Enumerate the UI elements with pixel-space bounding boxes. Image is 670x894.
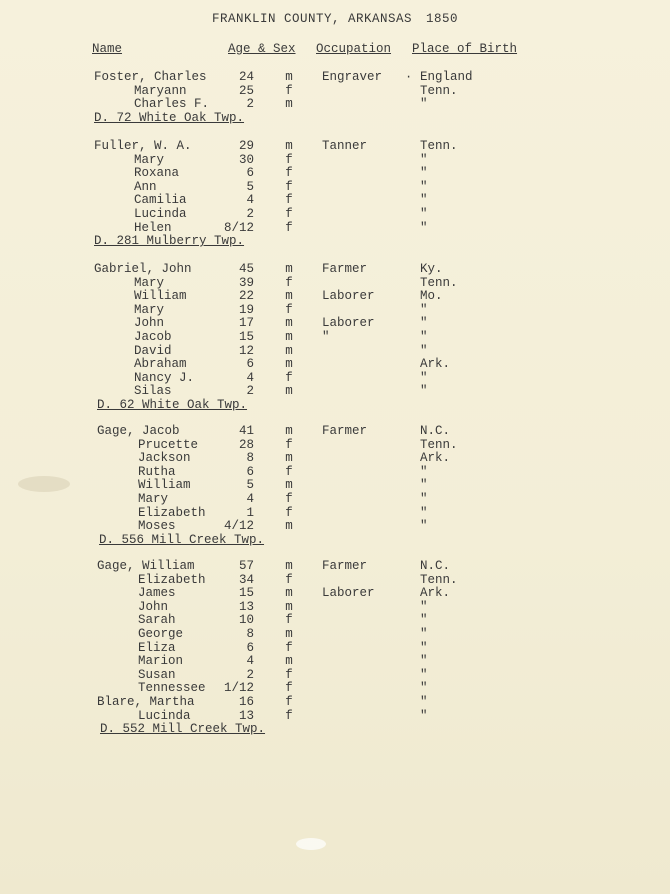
census-row	[0, 586, 670, 600]
person-name: Jacob	[134, 330, 172, 344]
person-age: 1/12	[223, 681, 254, 696]
person-age: 57	[238, 559, 254, 573]
county-title: FRANKLIN COUNTY, ARKANSAS	[211, 12, 412, 26]
census-row	[0, 438, 670, 452]
person-sex: f	[285, 152, 293, 167]
person-occupation: Laborer	[322, 586, 375, 601]
census-row	[0, 424, 670, 438]
person-name: Rutha	[138, 464, 176, 479]
person-sex: m	[285, 357, 293, 372]
person-birthplace: "	[420, 695, 428, 709]
census-row	[0, 139, 670, 153]
person-sex: m	[285, 262, 293, 276]
person-sex: m	[285, 384, 293, 399]
census-row	[0, 600, 670, 614]
person-birthplace: England	[420, 70, 473, 84]
person-age: 5	[246, 478, 254, 493]
person-birthplace: "	[420, 97, 428, 112]
person-sex: f	[285, 695, 293, 709]
person-sex: m	[285, 289, 293, 304]
person-age: 30	[238, 152, 254, 167]
person-birthplace: Tenn.	[420, 572, 458, 587]
person-name: Elizabeth	[138, 572, 206, 587]
person-birthplace: N.C.	[420, 424, 451, 438]
person-sex: m	[285, 478, 293, 493]
census-row	[0, 681, 670, 695]
census-row	[0, 573, 670, 587]
person-age: 39	[238, 275, 254, 290]
person-age: 10	[238, 613, 254, 628]
census-row	[0, 180, 670, 194]
person-age: 4	[246, 370, 254, 385]
person-age: 28	[238, 437, 254, 452]
person-name: Tennessee	[138, 681, 206, 696]
person-age: 4	[246, 654, 254, 669]
census-row	[0, 97, 670, 111]
person-name: John	[138, 599, 169, 614]
paper-smudge	[18, 476, 70, 492]
person-name: Nancy J.	[134, 370, 195, 385]
person-birthplace: Ky.	[420, 262, 443, 276]
dwelling-footer: D. 281 Mulberry Twp.	[94, 234, 245, 249]
person-name: Fuller, W. A.	[94, 139, 192, 153]
column-header-occupation: Occupation	[316, 42, 392, 56]
dwelling-footer: D. 556 Mill Creek Twp.	[99, 532, 265, 547]
person-birthplace: "	[420, 220, 428, 235]
person-age: 17	[238, 316, 254, 331]
person-sex: m	[285, 519, 293, 534]
census-row	[0, 357, 670, 371]
census-row	[0, 451, 670, 465]
person-birthplace: "	[420, 330, 428, 344]
census-row	[0, 371, 670, 385]
person-age: 6	[246, 166, 254, 181]
person-name: George	[138, 627, 184, 641]
person-age: 34	[238, 572, 254, 587]
person-sex: m	[285, 451, 293, 466]
person-sex: f	[285, 640, 293, 655]
person-sex: f	[285, 464, 293, 479]
person-age: 8	[246, 451, 254, 466]
person-name: David	[134, 343, 172, 358]
person-birthplace: Ark.	[420, 451, 451, 466]
person-age: 6	[246, 357, 254, 372]
person-sex: m	[285, 424, 293, 438]
person-occupation: "	[322, 330, 330, 344]
person-birthplace: "	[420, 613, 428, 628]
stray-mark: ·	[405, 70, 413, 84]
person-birthplace: Tenn.	[420, 437, 458, 452]
person-birthplace: "	[420, 667, 428, 682]
person-age: 2	[246, 667, 254, 682]
census-row	[0, 668, 670, 682]
census-row	[0, 627, 670, 641]
column-header-name: Name	[92, 42, 123, 56]
person-sex: f	[285, 492, 293, 506]
person-sex: f	[285, 193, 293, 208]
person-sex: m	[285, 559, 293, 573]
person-age: 6	[246, 464, 254, 479]
dwelling-footer: D. 62 White Oak Twp.	[97, 398, 248, 412]
person-age: 2	[246, 97, 254, 112]
person-sex: f	[285, 83, 293, 98]
person-name: Gabriel, John	[94, 262, 192, 276]
person-name: Sarah	[138, 613, 176, 628]
census-row	[0, 654, 670, 668]
person-sex: m	[285, 627, 293, 641]
census-row	[0, 193, 670, 207]
person-name: Gage, William	[97, 559, 195, 573]
person-name: Elizabeth	[138, 505, 206, 520]
person-sex: f	[285, 179, 293, 194]
person-age: 45	[238, 262, 254, 276]
census-row	[0, 478, 670, 492]
person-age: 29	[238, 139, 254, 153]
person-name: Susan	[138, 667, 176, 682]
person-sex: m	[285, 139, 293, 153]
person-birthplace: Ark.	[420, 586, 451, 601]
person-name: Abraham	[134, 357, 187, 372]
person-name: Gage, Jacob	[97, 424, 180, 438]
person-occupation: Laborer	[322, 289, 375, 304]
person-birthplace: "	[420, 302, 428, 317]
person-birthplace: "	[420, 343, 428, 358]
page-title	[0, 12, 670, 26]
person-birthplace: "	[420, 384, 428, 399]
person-name: James	[138, 586, 176, 601]
census-row	[0, 221, 670, 235]
person-age: 5	[246, 179, 254, 194]
person-age: 12	[238, 343, 254, 358]
person-age: 15	[238, 330, 254, 344]
person-age: 6	[246, 640, 254, 655]
column-header-place-of-birth: Place of Birth	[412, 42, 518, 56]
person-name: Eliza	[138, 640, 176, 655]
person-birthplace: "	[420, 708, 428, 723]
person-name: Foster, Charles	[94, 70, 207, 84]
census-row	[0, 344, 670, 358]
person-name: Ann	[134, 179, 157, 194]
person-name: Mary	[134, 152, 165, 167]
person-birthplace: "	[420, 152, 428, 167]
person-age: 4	[246, 193, 254, 208]
person-sex: m	[285, 599, 293, 614]
person-birthplace: Tenn.	[420, 83, 458, 98]
person-occupation: Tanner	[322, 139, 368, 153]
census-year: 1850	[426, 12, 459, 26]
person-birthplace: "	[420, 370, 428, 385]
person-age: 24	[238, 70, 254, 84]
person-sex: f	[285, 275, 293, 290]
person-age: 1	[246, 505, 254, 520]
person-birthplace: "	[420, 478, 428, 493]
dwelling-footer: D. 552 Mill Creek Twp.	[100, 722, 266, 737]
person-birthplace: "	[420, 316, 428, 331]
person-name: Prucette	[138, 437, 199, 452]
person-age: 19	[238, 302, 254, 317]
census-row	[0, 207, 670, 221]
census-row	[0, 559, 670, 573]
person-name: Camilia	[134, 193, 187, 208]
census-row	[0, 384, 670, 398]
person-sex: f	[285, 207, 293, 221]
census-row	[0, 506, 670, 520]
person-name: Mary	[138, 492, 169, 506]
person-birthplace: Ark.	[420, 357, 451, 372]
person-birthplace: "	[420, 166, 428, 181]
person-sex: f	[285, 708, 293, 723]
person-birthplace: "	[420, 193, 428, 208]
column-header-age-sex: Age & Sex	[228, 42, 296, 56]
person-name: Roxana	[134, 166, 180, 181]
person-age: 2	[246, 207, 254, 221]
census-row	[0, 316, 670, 330]
person-sex: f	[285, 370, 293, 385]
person-sex: f	[285, 220, 293, 235]
person-age: 4/12	[223, 519, 254, 534]
person-age: 16	[238, 695, 254, 709]
census-row	[0, 153, 670, 167]
person-sex: m	[285, 70, 293, 84]
paper-blemish	[296, 838, 326, 850]
person-sex: f	[285, 667, 293, 682]
person-sex: m	[285, 330, 293, 344]
person-name: Lucinda	[134, 207, 187, 221]
census-row	[0, 709, 670, 723]
person-birthplace: N.C.	[420, 559, 451, 573]
person-age: 8	[246, 627, 254, 641]
census-row	[0, 695, 670, 709]
person-birthplace: "	[420, 464, 428, 479]
person-age: 41	[238, 424, 254, 438]
person-birthplace: "	[420, 492, 428, 506]
person-birthplace: Tenn.	[420, 275, 458, 290]
person-sex: f	[285, 613, 293, 628]
person-name: Maryann	[134, 83, 187, 98]
census-row	[0, 84, 670, 98]
census-row	[0, 492, 670, 506]
person-age: 13	[238, 599, 254, 614]
person-occupation: Farmer	[322, 424, 368, 438]
census-row	[0, 303, 670, 317]
person-birthplace: "	[420, 599, 428, 614]
census-row	[0, 70, 670, 84]
person-age: 4	[246, 492, 254, 506]
person-birthplace: Tenn.	[420, 139, 458, 153]
person-occupation: Farmer	[322, 559, 368, 573]
person-age: 25	[238, 83, 254, 98]
person-age: 15	[238, 586, 254, 601]
person-occupation: Laborer	[322, 316, 375, 331]
person-sex: f	[285, 437, 293, 452]
person-age: 8/12	[223, 220, 254, 235]
person-occupation: Farmer	[322, 262, 368, 276]
person-sex: f	[285, 302, 293, 317]
person-name: Helen	[134, 220, 172, 235]
person-name: Charles F.	[134, 97, 210, 112]
person-birthplace: "	[420, 519, 428, 534]
person-sex: f	[285, 505, 293, 520]
person-name: Mary	[134, 302, 165, 317]
person-birthplace: "	[420, 179, 428, 194]
person-occupation: Engraver	[322, 70, 383, 84]
person-birthplace: "	[420, 505, 428, 520]
person-name: Jackson	[138, 451, 191, 466]
person-name: Silas	[134, 384, 172, 399]
census-row	[0, 613, 670, 627]
person-sex: f	[285, 572, 293, 587]
person-sex: f	[285, 166, 293, 181]
person-birthplace: "	[420, 640, 428, 655]
person-name: Marion	[138, 654, 184, 669]
person-sex: m	[285, 97, 293, 112]
census-row	[0, 276, 670, 290]
person-name: William	[138, 478, 191, 493]
person-name: Lucinda	[138, 708, 191, 723]
person-sex: m	[285, 654, 293, 669]
person-age: 22	[238, 289, 254, 304]
census-row	[0, 166, 670, 180]
person-age: 2	[246, 384, 254, 399]
person-birthplace: "	[420, 207, 428, 221]
census-row	[0, 519, 670, 533]
person-name: Moses	[138, 519, 176, 534]
person-name: Mary	[134, 275, 165, 290]
person-name: Blare, Martha	[97, 695, 195, 709]
person-name: John	[134, 316, 165, 331]
person-age: 13	[238, 708, 254, 723]
person-sex: m	[285, 316, 293, 331]
census-row	[0, 262, 670, 276]
dwelling-footer: D. 72 White Oak Twp.	[94, 110, 245, 125]
person-birthplace: "	[420, 627, 428, 641]
person-birthplace: "	[420, 681, 428, 696]
person-sex: m	[285, 343, 293, 358]
person-birthplace: Mo.	[420, 289, 443, 304]
person-name: William	[134, 289, 187, 304]
census-row	[0, 465, 670, 479]
census-row	[0, 641, 670, 655]
person-birthplace: "	[420, 654, 428, 669]
census-row	[0, 330, 670, 344]
person-sex: m	[285, 586, 293, 601]
census-row	[0, 289, 670, 303]
person-sex: f	[285, 681, 293, 696]
